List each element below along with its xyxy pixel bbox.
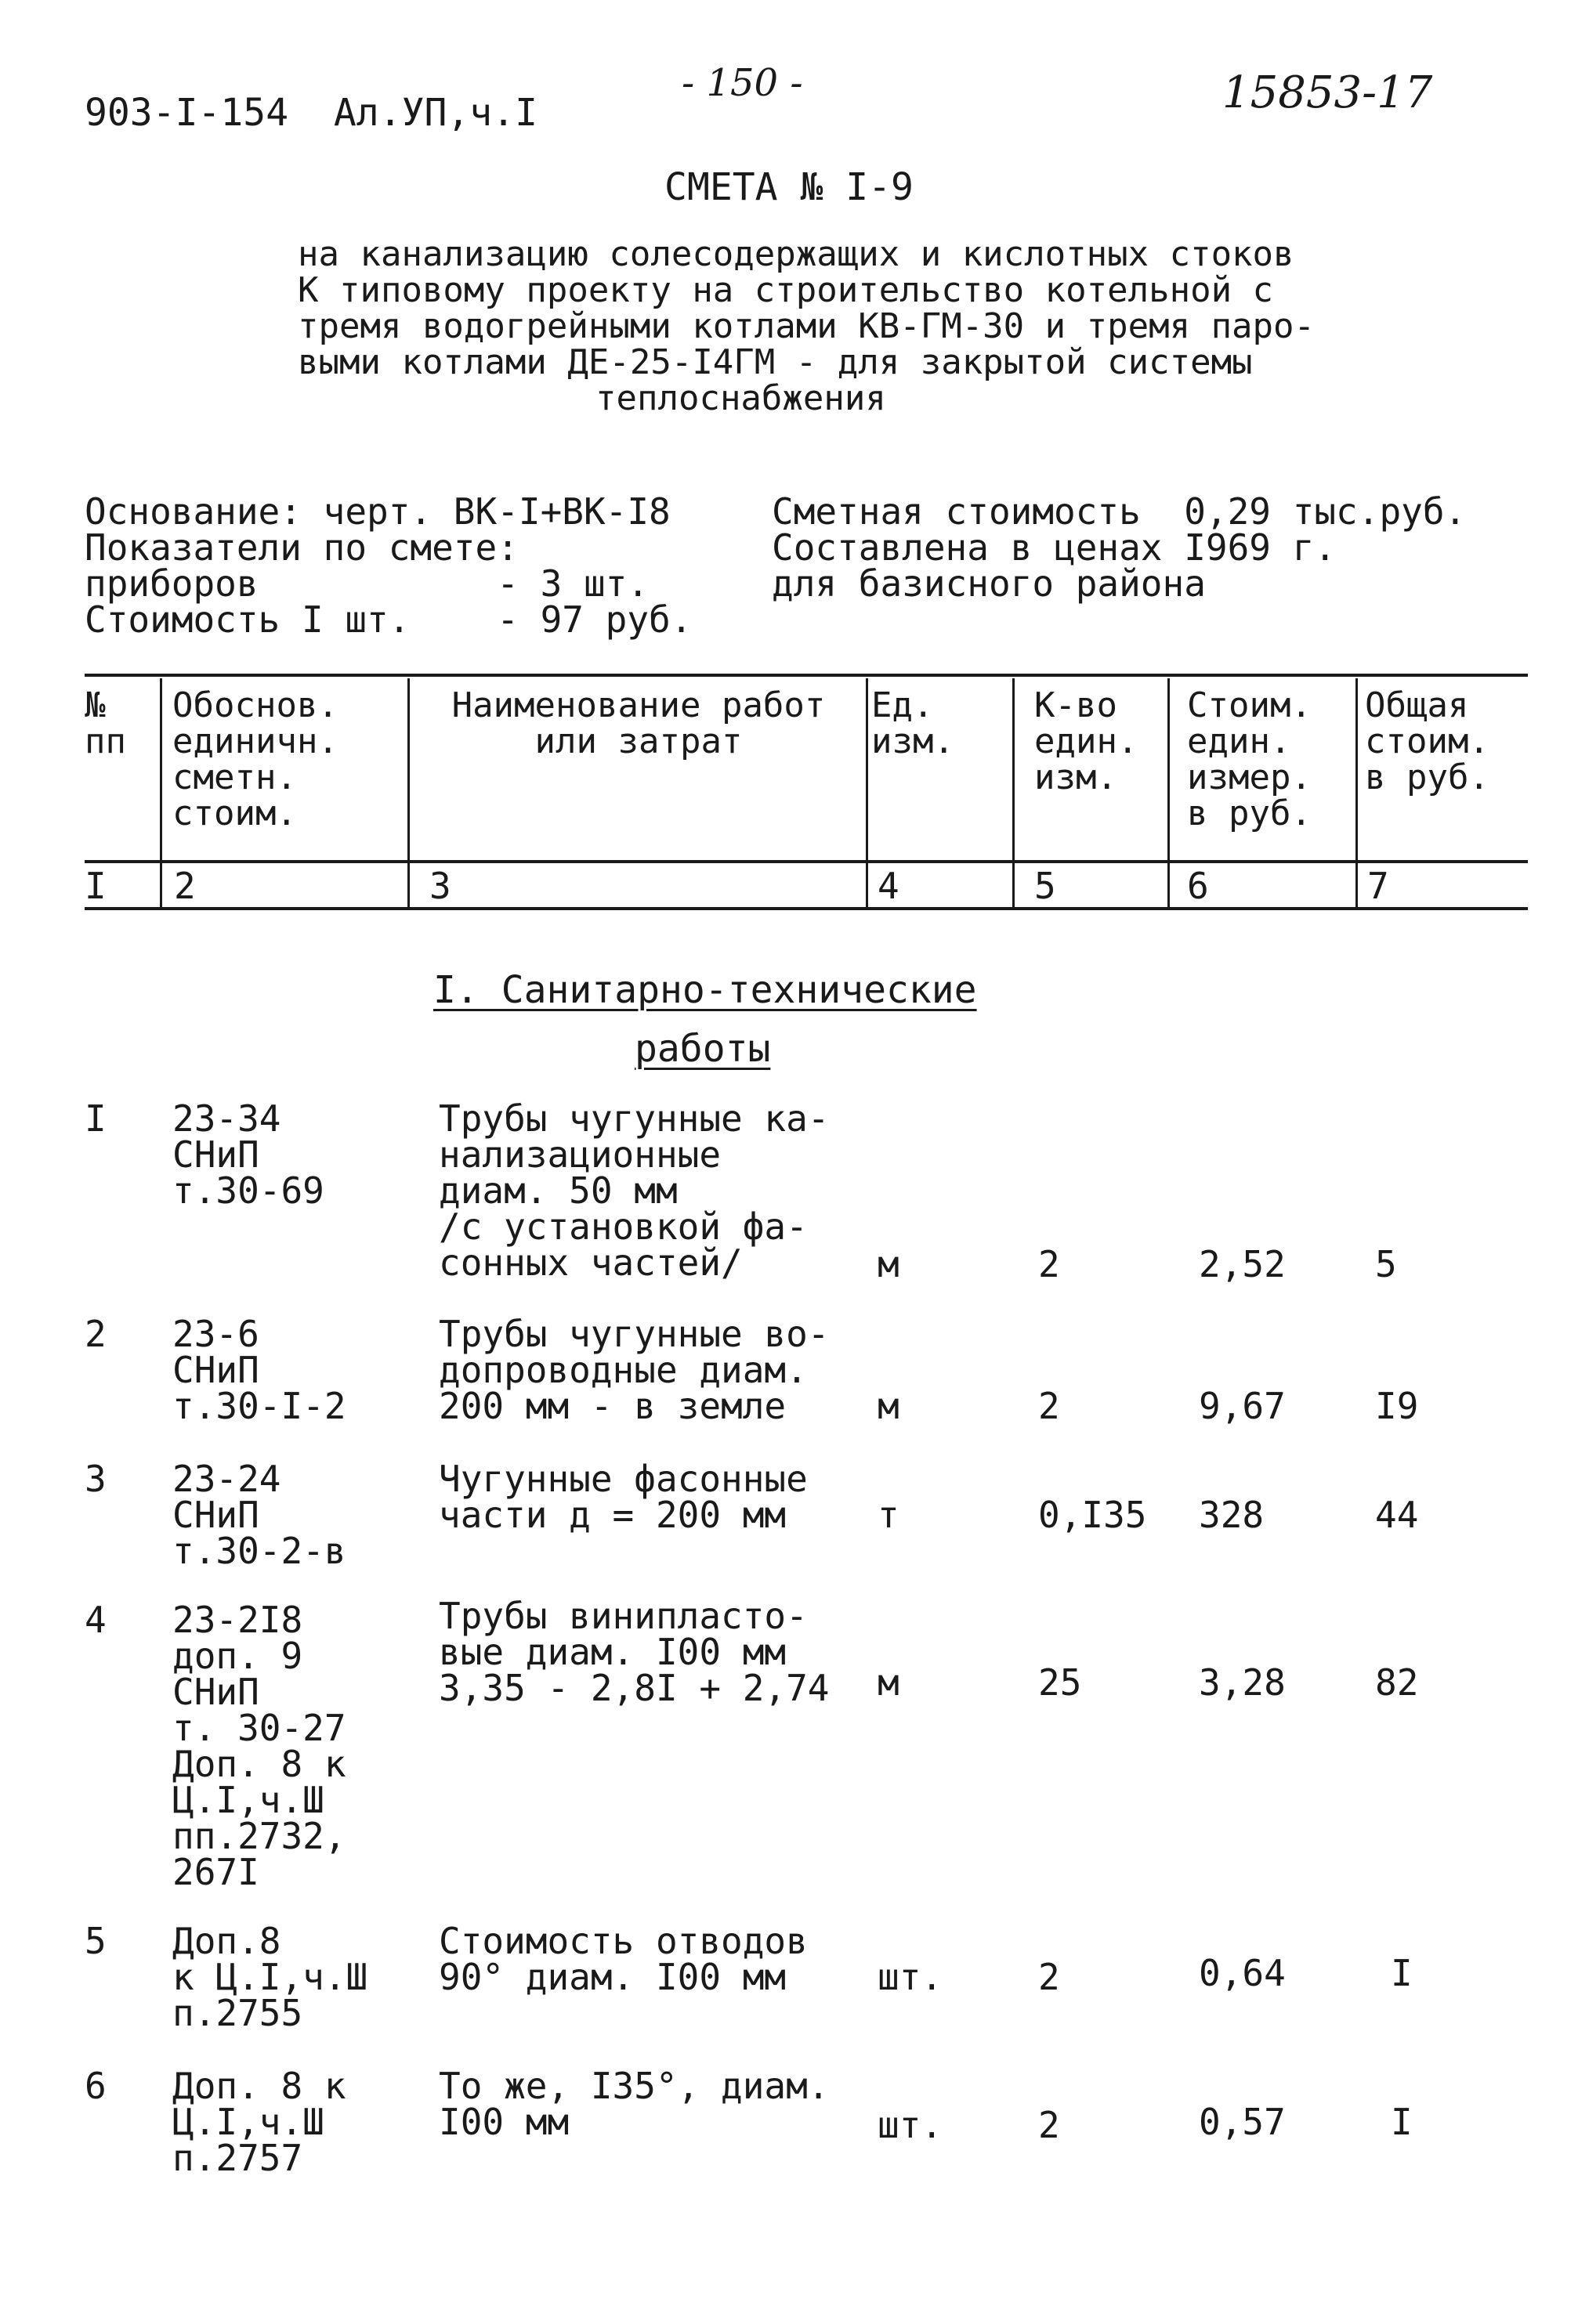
header-quantity: К-во един. изм. [1034, 685, 1138, 797]
header-rule [85, 860, 1528, 863]
column-divider [1355, 678, 1358, 907]
column-number: I [85, 865, 107, 907]
sheet-code: 15853-17 [1222, 67, 1433, 118]
row-quantity: 2 [1038, 1385, 1060, 1427]
row-work-name: Трубы винипласто- вые диам. I00 мм 3,35 - 2,8I + 2,74 [439, 1595, 830, 1709]
row-basis: 23-34 СНиП т.30-69 [172, 1097, 324, 1212]
row-unit: м [878, 1385, 899, 1427]
section-number-label: I. Санитарно-технические [433, 968, 977, 1012]
row-number: 4 [85, 1599, 107, 1641]
subtitle-line: на канализацию солесодержащих и кислотных стоков [298, 234, 1294, 274]
estimate-subtitle [298, 234, 1410, 418]
row-basis: 23-2I8 доп. 9 СНиП т. 30-27 Доп. 8 к Ц.I,ч.Ш пп.2732, 267I [172, 1599, 346, 1893]
section-title-cont: работы [635, 1027, 771, 1071]
column-number: 5 [1034, 865, 1056, 907]
column-number: 7 [1367, 865, 1389, 907]
column-divider [1012, 678, 1015, 907]
region-line: для базисного района [772, 562, 1206, 605]
row-basis: 23-6 СНиП т.30-I-2 [172, 1313, 346, 1427]
info-right [772, 490, 1467, 605]
row-number: I [85, 1097, 107, 1140]
row-work-name: Стоимость отводов 90° диам. I00 мм [439, 1920, 808, 1998]
devices-line: приборов - 3 шт. [85, 562, 650, 605]
row-basis: Доп.8 к Ц.I,ч.Ш п.2755 [172, 1920, 368, 2034]
price-basis-line: Составлена в ценах I969 г. [772, 526, 1337, 569]
row-basis: Доп. 8 к Ц.I,ч.Ш п.2757 [172, 2065, 346, 2179]
row-basis: 23-24 СНиП т.30-2-в [172, 1458, 346, 1572]
row-total-price: I [1391, 2101, 1413, 2143]
row-number: 5 [85, 1920, 107, 1962]
row-quantity: 2 [1038, 1956, 1060, 1998]
column-number: 3 [429, 865, 451, 907]
row-total-price: I9 [1375, 1385, 1419, 1427]
header-unit-price: Стоим. един. измер. в руб. [1187, 685, 1312, 833]
header-row-number: № пп [85, 685, 126, 761]
header-work-name: Наименование работ или затрат [451, 685, 826, 761]
basis-line: Основание: черт. ВК-I+ВК-I8 [85, 490, 671, 533]
estimate-title: СМЕТА № I-9 [664, 165, 914, 209]
row-number: 6 [85, 2065, 107, 2107]
row-total-price: 82 [1375, 1661, 1419, 1704]
row-total-price: 5 [1375, 1243, 1397, 1285]
table-top-rule [85, 674, 1528, 677]
header-total-price: Общая стоим. в руб. [1365, 685, 1489, 797]
row-quantity: 2 [1038, 2104, 1060, 2146]
row-unit-price: 3,28 [1199, 1661, 1286, 1704]
row-total-price: 44 [1375, 1494, 1419, 1536]
subtitle-line: выми котлами ДЕ-25-I4ГМ - для закрытой системы [298, 342, 1253, 382]
column-divider [866, 678, 868, 907]
document-code: 903-I-154 Ал.УП,ч.I [85, 91, 537, 135]
section-heading-cont [635, 1027, 771, 1071]
row-unit: шт. [878, 1956, 943, 1998]
row-unit-price: 0,57 [1199, 2101, 1286, 2143]
indicators-line: Показатели по смете: [85, 526, 519, 569]
header-basis: Обоснов. единичн. сметн. стоим. [172, 685, 338, 833]
row-number: 2 [85, 1313, 107, 1355]
unit-cost-line: Стоимость I шт. - 97 руб. [85, 598, 693, 641]
column-divider [1167, 678, 1170, 907]
row-quantity: 25 [1038, 1661, 1082, 1704]
row-quantity: 2 [1038, 1243, 1060, 1285]
column-number: 2 [174, 865, 196, 907]
row-work-name: Трубы чугунные во- допроводные диам. 200 мм - в земле [439, 1313, 830, 1427]
row-unit: м [878, 1243, 899, 1285]
row-work-name: Чугунные фасонные части д = 200 мм [439, 1458, 808, 1536]
section-heading [433, 968, 977, 1012]
row-unit-price: 2,52 [1199, 1243, 1286, 1285]
column-divider [160, 678, 162, 907]
column-divider [407, 678, 410, 907]
row-work-name: То же, I35°, диам. I00 мм [439, 2065, 830, 2143]
column-numbers-rule [85, 907, 1528, 910]
header-unit: Ед. изм. [871, 685, 954, 761]
row-quantity: 0,I35 [1038, 1494, 1147, 1536]
row-unit-price: 9,67 [1199, 1385, 1286, 1427]
page-number: - 150 - [682, 61, 803, 105]
subtitle-line: К типовому проекту на строительство котельной с [298, 270, 1274, 310]
row-unit: м [878, 1661, 899, 1704]
row-unit: шт. [878, 2104, 943, 2146]
row-work-name: Трубы чугунные ка- нализационные диам. 50 мм /с установкой фа- сонных частей/ [439, 1097, 830, 1284]
column-number: 6 [1187, 865, 1209, 907]
subtitle-line: тремя водогрейными котлами КВ-ГМ-30 и тремя паро- [298, 306, 1316, 346]
row-total-price: I [1391, 1952, 1413, 1994]
column-number: 4 [878, 865, 899, 907]
row-unit-price: 0,64 [1199, 1952, 1286, 1994]
row-unit: т [878, 1494, 899, 1536]
estimated-cost-line: Сметная стоимость 0,29 тыс.руб. [772, 490, 1467, 533]
row-number: 3 [85, 1458, 107, 1500]
info-left [85, 490, 693, 641]
row-unit-price: 328 [1199, 1494, 1265, 1536]
subtitle-line: теплоснабжения [595, 378, 886, 418]
